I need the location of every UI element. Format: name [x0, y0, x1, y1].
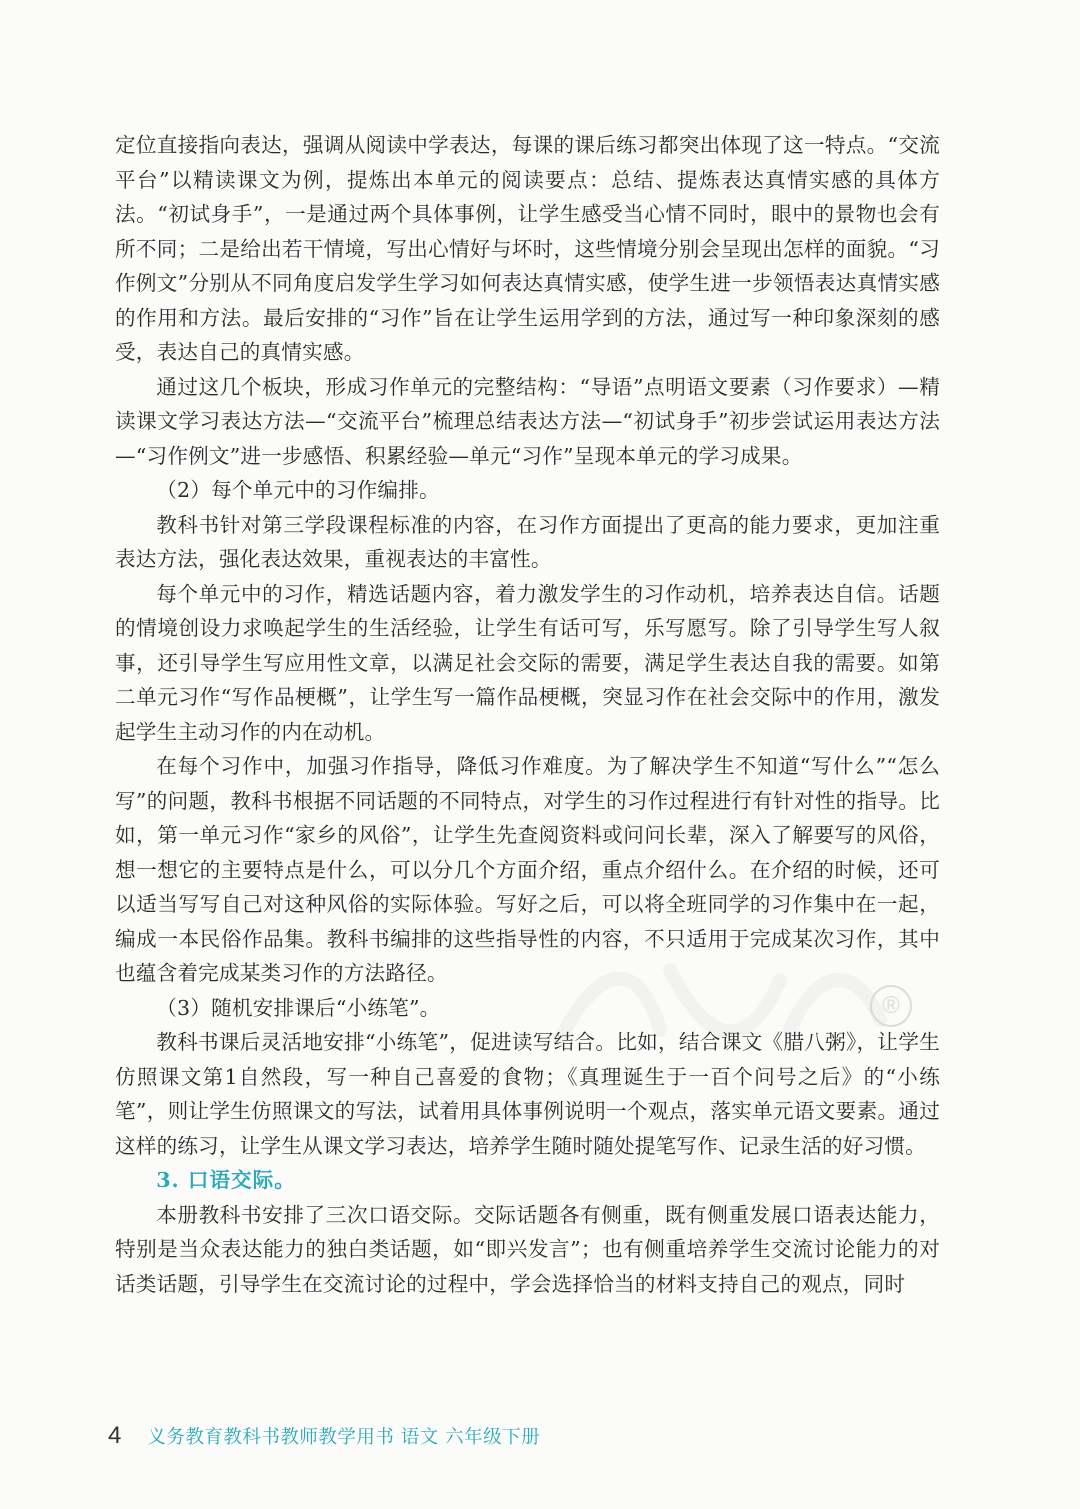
subheading-unit-writing: （2）每个单元中的习作编排。	[156, 478, 440, 502]
paragraph-continued: 定位直接指向表达，强调从阅读中学表达，每课的课后练习都突出体现了这一特点。“交流平台”以精读课文为例，提炼出本单元的阅读要点：总结、提炼表达真情实感的具体方法。“初试身手”，一是通过两个具体事例，让学生感受当心情不同时，眼中的景物也会有所不同；二是给出若干情境，写出心情好与坏时，这些情境分别会呈现出怎样的面貌。“习作例文”分别从不同角度启发学生学习如何表达真情实感，使学生进一步领悟表达真情实感的作用和方法。最后安排的“习作”旨在让学生运用学到的方法，通过写一种印象深刻的感受，表达自己的真情实感。	[115, 133, 940, 364]
page-number: 4	[108, 1422, 122, 1449]
page-footer	[108, 1422, 540, 1450]
registered-mark-icon: ®	[870, 985, 912, 1027]
subheading-practice-writing: （3）随机安排课后“小练笔”。	[156, 995, 441, 1020]
paragraph-guidance: 在每个习作中，加强习作指导，降低习作难度。为了解决学生不知道“写什么”“怎么写”的问题，教科书根据不同话题的不同特点，对学生的习作过程进行有针对性的指导。比如，第一单元习作“家乡的风俗”，让学生先查阅资料或问问长辈，深入了解要写的风俗，想一想它的主要特点是什么，可以分几个方面介绍，重点介绍什么。在介绍的时候，还可以适当写写自己对这种风俗的实际体验。写好之后，可以将全班同学的习作集中在一起，编成一本民俗作品集。教科书编排的这些指导性的内容，不只适用于完成某次习作，其中也蕴含着完成某类习作的方法路径。	[115, 754, 940, 985]
paragraph-practice: 教科书课后灵活地安排“小练笔”，促进读写结合。比如，结合课文《腊八粥》，让学生仿照课文第1自然段，写一种自己喜爱的食物；《真理诞生于一百个问号之后》的“小练笔”，则让学生仿照课文的写法，试着用具体事例说明一个观点，落实单元语文要素。通过这样的练习，让学生从课文学习表达，培养学生随时随处提笔写作、记录生活的好习惯。	[115, 1030, 940, 1158]
book-title: 义务教育教科书教师教学用书 语文 六年级下册	[147, 1427, 541, 1448]
paragraph-requirements: 教科书针对第三学段课程标准的内容，在习作方面提出了更高的能力要求，更加注重表达方法，强化表达效果，重视表达的丰富性。	[115, 512, 940, 571]
paragraph-topics: 每个单元中的习作，精选话题内容，着力激发学生的习作动机，培养表达自信。话题的情境创设力求唤起学生的生活经验，让学生有话可写，乐写愿写。除了引导学生写人叙事，还引导学生写应用性文章，以满足社会交际的需要，满足学生表达自我的需要。如第二单元习作“写作品梗概”，让学生写一篇作品梗概，突显习作在社会交际中的作用，激发起学生主动习作的内在动机。	[115, 581, 940, 744]
paragraph-oral-communication: 本册教科书安排了三次口语交际。交际话题各有侧重，既有侧重发展口语表达能力，特别是当众表达能力的独白类话题，如“即兴发言”；也有侧重培养学生交流讨论能力的对话类话题，引导学生在交流讨论的过程中，学会选择恰当的材料支持自己的观点，同时	[115, 1202, 940, 1296]
paragraph-structure: 通过这几个板块，形成习作单元的完整结构：“导语”点明语文要素（习作要求）—精读课文学习表达方法—“交流平台”梳理总结表达方法—“初试身手”初步尝试运用表达方法—“习作例文”进一步感悟、积累经验—单元“习作”呈现本单元的学习成果。	[115, 374, 940, 468]
section-heading-oral-communication: 3. 口语交际。	[156, 1168, 296, 1192]
page-body	[115, 128, 940, 1301]
